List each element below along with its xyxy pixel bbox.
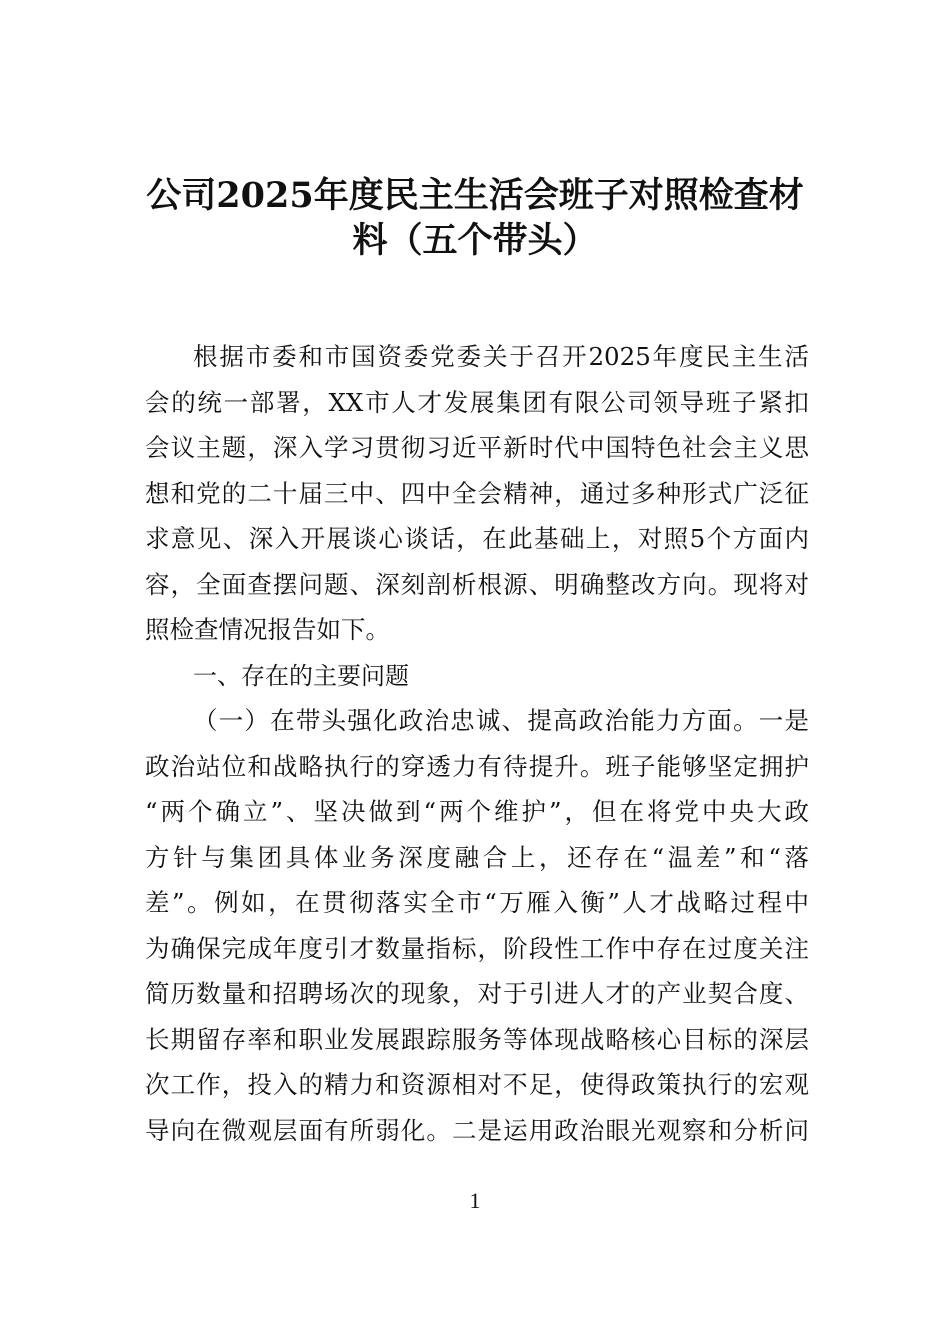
- intro-line-2: 会的统一部署，XX市人才发展集团有限公司领导班子紧扣: [145, 388, 809, 417]
- document-title-line-2: 料（五个带头）: [352, 220, 598, 261]
- subsection-heading: （一）在带头强化政治忠诚、提高政治能力方面。: [193, 706, 759, 735]
- intro-line-6: 容，全面查摆问题、深刻剖析根源、明确整改方向。现将对: [145, 570, 809, 599]
- body-line-4: 差”。例如，在贯彻落实全市“万雁入衡”人才战略过程中: [145, 888, 809, 917]
- body-line-8: 次工作，投入的精力和资源相对不足，使得政策执行的宏观: [145, 1070, 809, 1099]
- intro-line-4: 想和党的二十届三中、四中全会精神，通过多种形式广泛征: [145, 479, 809, 508]
- body-line-5: 为确保完成年度引才数量指标，阶段性工作中存在过度关注: [145, 934, 809, 963]
- intro-line-3: 会议主题，深入学习贯彻习近平新时代中国特色社会主义思: [145, 433, 809, 462]
- body-line-6: 简历数量和招聘场次的现象，对于引进人才的产业契合度、: [145, 979, 809, 1008]
- body-line-3: 方针与集团具体业务深度融合上，还存在“温差”和“落: [145, 843, 809, 872]
- intro-line-7: 照检查情况报告如下。: [145, 615, 390, 644]
- page-number: 1: [469, 1188, 481, 1213]
- body-line-7: 长期留存率和职业发展跟踪服务等体现战略核心目标的深层: [145, 1025, 809, 1054]
- intro-line-1: 根据市委和市国资委党委关于召开2025年度民主生活: [193, 342, 809, 371]
- body-line-1: 政治站位和战略执行的穿透力有待提升。班子能够坚定拥护: [145, 752, 809, 781]
- section-heading-1: 一、存在的主要问题: [193, 662, 409, 690]
- intro-line-5: 求意见、深入开展谈心谈话，在此基础上，对照5个方面内: [145, 524, 809, 553]
- document-title-line-1: 公司2025年度民主生活会班子对照检查材: [146, 175, 804, 216]
- subsection-first-line: [193, 706, 809, 736]
- body-line-9: 导向在微观层面有所弱化。二是运用政治眼光观察和分析问: [145, 1116, 809, 1145]
- subsection-first-line-rest: 一是: [758, 706, 809, 735]
- body-line-2: “两个确立”、坚决做到“两个维护”，但在将党中央大政: [145, 797, 809, 826]
